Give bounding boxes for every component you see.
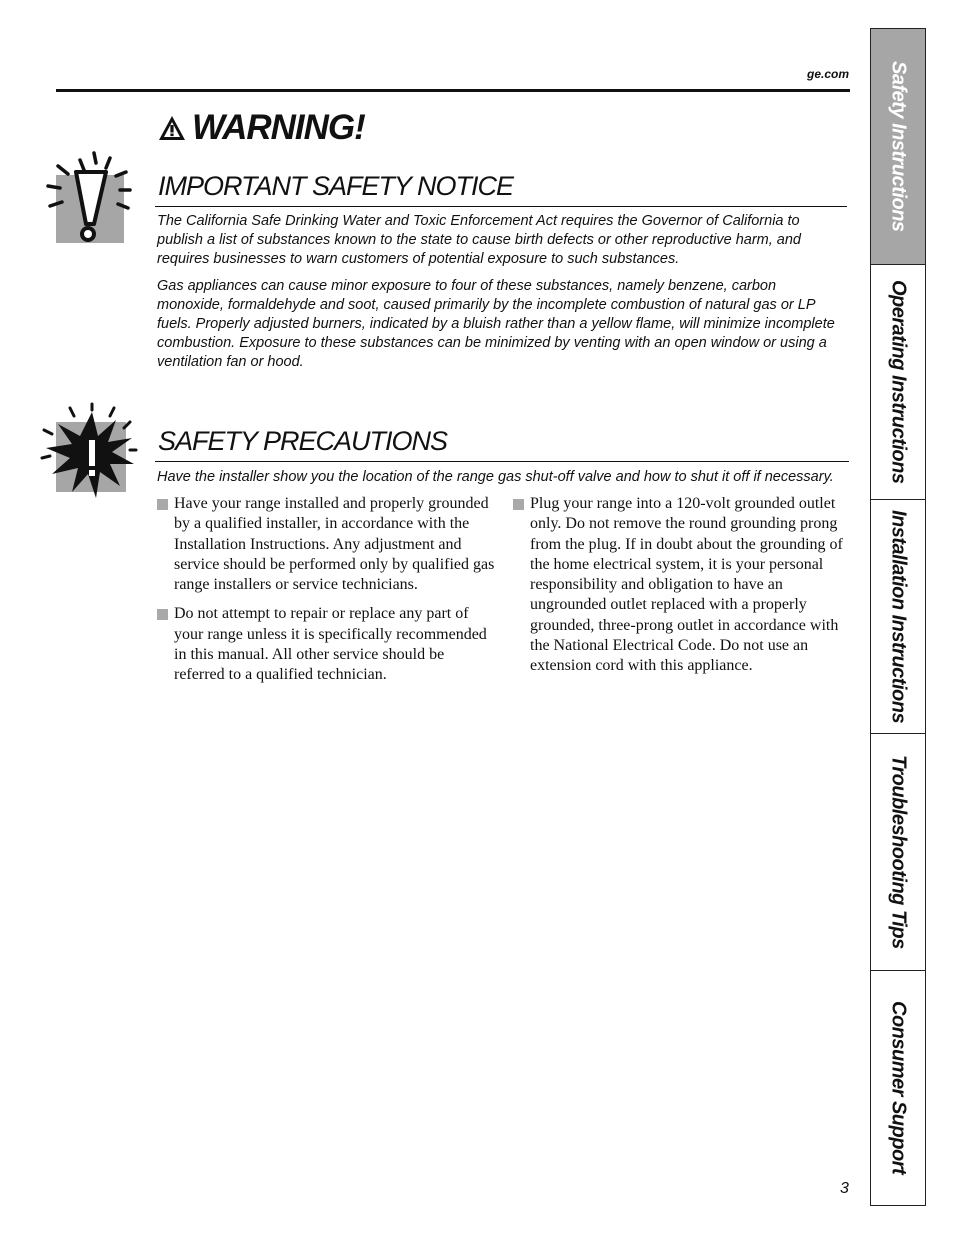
exclamation-burst-icon: [44, 150, 136, 246]
precautions-left-column: [157, 494, 497, 695]
page-number: 3: [840, 1180, 849, 1197]
tab-label: Installation Instructions: [887, 509, 910, 724]
list-item: [513, 494, 843, 677]
site-url: ge.com: [806, 67, 849, 81]
tab-operating-instructions[interactable]: [871, 265, 925, 500]
tab-label: Troubleshooting Tips: [887, 755, 910, 949]
tab-consumer-support[interactable]: [871, 971, 925, 1205]
warning-heading: [158, 108, 365, 148]
precautions-title: SAFETY PRECAUTIONS: [158, 426, 448, 456]
tab-label: Safety Instructions: [887, 61, 910, 232]
precautions-rule: [155, 461, 849, 462]
section-tabs: [870, 28, 926, 1206]
bullet-square-icon: [157, 499, 168, 510]
notice-paragraph-1: The California Safe Drinking Water and Toxic Enforcement Act requires the Governor of California to publish a list of substances known to the state to cause birth defects or other reproductive harm, and requires businesses to warn customers of potential exposure to such substances.: [157, 213, 801, 267]
bullet-text: Have your range installed and properly grounded by a qualified installer, in accordance with the Installation Instructions. Any adjustment and service should be performed only by qualified gas range installers or service technicians.: [174, 495, 495, 594]
warning-title: WARNING!: [192, 108, 365, 147]
precautions-right-column: [513, 494, 843, 686]
notice-paragraph-2: Gas appliances can cause minor exposure to four of these substances, namely benzene, carbon monoxide, formaldehyde and soot, caused primarily by the incomplete combustion of natural gas or LP fuels. Properly adjusted burners, indicated by a bluish rather than a yellow flame, will minimize incomplete combustion. Exposure to these substances can be minimized by venting with an open window or using a ventilation fan or hood.: [157, 278, 835, 370]
top-rule: [56, 89, 850, 92]
list-item: [157, 494, 497, 595]
bullet-text: Plug your range into a 120-volt grounded outlet only. Do not remove the round grounding prong from the plug. If in doubt about the grounding of the home electrical system, it is your personal responsibility and obligation to have an ungrounded outlet replaced with a properly grounded, three-prong outlet in accordance with the National Electrical Code. Do not use an extension cord with this appliance.: [530, 495, 843, 675]
tab-installation-instructions[interactable]: [871, 500, 925, 734]
tab-safety-instructions[interactable]: [871, 29, 925, 265]
exclamation-starburst-icon: [40, 402, 140, 506]
tab-label: Operating Instructions: [887, 280, 910, 484]
notice-title: IMPORTANT SAFETY NOTICE: [158, 171, 514, 201]
tab-troubleshooting-tips[interactable]: [871, 734, 925, 971]
precautions-intro: Have the installer show you the location of the range gas shut-off valve and how to shut it off if necessary.: [157, 469, 834, 485]
notice-rule: [155, 206, 847, 207]
bullet-square-icon: [157, 609, 168, 620]
warning-triangle-icon: [158, 115, 186, 141]
list-item: [157, 604, 497, 685]
bullet-square-icon: [513, 499, 524, 510]
bullet-text: Do not attempt to repair or replace any part of your range unless it is specifically recommended in this manual. All other service should be referred to a qualified technician.: [174, 605, 487, 684]
tab-label: Consumer Support: [887, 1001, 910, 1175]
